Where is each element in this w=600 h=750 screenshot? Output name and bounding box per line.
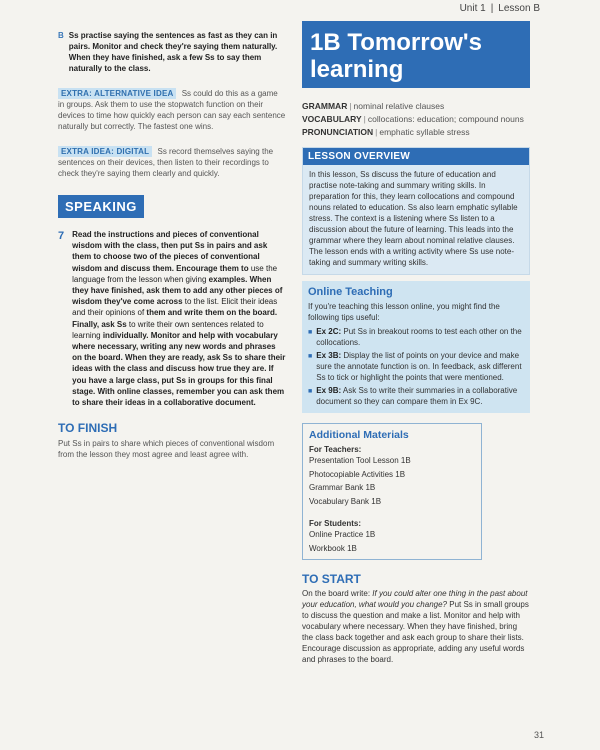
additional-materials-box (302, 423, 482, 560)
to-start-lead: On the board write: (302, 589, 371, 598)
step-bold-1: Read the instructions and pieces of conventional wisdom with the class, then put Ss in pairs and ask them to choose two of the pieces of conventional wisdom and discuss them. Encourage them to (72, 230, 268, 273)
page-header (460, 3, 540, 14)
step-plain-1: use the language from the lesson when giving (72, 263, 278, 284)
material-item: Vocabulary Bank 1B (309, 496, 382, 506)
step-number: 7 (58, 230, 65, 242)
header-separator: | (490, 3, 494, 14)
to-start-instructions: Put Ss in small groups to discuss the question and make a list. Monitor and help with vocabulary where necessary. When they have finished, bring the class back together and ask each group to share their lists. Encourage discussion as appropriate, adding any useful words and phrases to the board. (302, 600, 529, 664)
left-column (58, 30, 286, 460)
page-number: 31 (533, 730, 544, 740)
tip-ref: Ex 9B: (316, 386, 342, 395)
lesson-label: Lesson B (498, 3, 540, 14)
material-item: Presentation Tool Lesson 1B (309, 456, 411, 465)
tip-ref: Ex 3B: (316, 351, 342, 360)
materials-heading: Additional Materials (309, 429, 409, 441)
step-bold-2: examples. When they have finished, ask them to add any other pieces of wisdom they've come across (72, 274, 283, 307)
online-teaching-intro: If you're teaching this lesson online, you might find the following tips useful: (308, 302, 500, 322)
speaking-heading: SPEAKING (58, 195, 144, 218)
lesson-title-line2: learning (310, 56, 404, 83)
step-plain-2: to the list. Elicit their ideas and their opinions of (72, 297, 278, 318)
lesson-overview-heading: LESSON OVERVIEW (303, 148, 529, 165)
to-start-text (302, 588, 530, 665)
speaking-step (58, 229, 286, 408)
online-teaching-heading: Online Teaching (308, 286, 393, 298)
extra-alternative-text: Ss could do this as a game in groups. Ask them to use the stopwatch function on their devices to time how quickly each person can say each sentence naturally but correctly. The fastest one wins. (58, 89, 286, 131)
material-item: Grammar Bank 1B (309, 483, 376, 492)
step-bold-4: individually. Monitor and help with vocabulary where necessary, writing any new words and phrases on the board. When they are ready, ask Ss to share their ideas with the class and discuss how true they are. If you have a large class, put Ss in groups for this final stage. With online classes, remember you can ask them to share their ideas in a collaborative document. (72, 330, 286, 408)
step-plain-3: to write their own sentences related to learning (72, 319, 264, 340)
meta-pronunciation: PRONUNCIATION | emphatic syllable stress (302, 127, 470, 137)
extra-alternative-tag: EXTRA: ALTERNATIVE IDEA (58, 88, 176, 99)
material-item: Online Practice 1B (309, 530, 376, 539)
meta-vocabulary: VOCABULARY | collocations: education; compound nouns (302, 114, 524, 124)
item-b-text: Ss practise saying the sentences as fast as they can in pairs. Monitor and check they're saying them naturally. When they have finished, ask a few Ss to say them naturally to the class. (68, 31, 278, 73)
list-item (308, 326, 524, 348)
meta-value: nominal relative clauses (353, 101, 445, 111)
lesson-meta (302, 100, 530, 139)
meta-label: VOCABULARY (302, 114, 362, 124)
meta-value: collocations: education; compound nouns (367, 114, 524, 124)
unit-label: Unit 1 (459, 3, 486, 14)
list-item (308, 385, 524, 407)
tip-text: Put Ss in breakout rooms to test each other on the collocations. (316, 327, 522, 347)
tip-ref: Ex 2C: (316, 327, 342, 336)
to-start-heading: TO START (302, 572, 361, 586)
to-start-question: If you could alter one thing in the past about your education, what would you change? (302, 589, 528, 609)
square-bullet-icon: ■ (308, 329, 313, 336)
material-item: Workbook 1B (309, 543, 357, 553)
lesson-overview-box (302, 147, 530, 275)
meta-label: GRAMMAR (302, 101, 348, 111)
list-item (308, 350, 524, 383)
lesson-overview-text: In this lesson, Ss discuss the future of education and practise note-taking and summary writing skills. In preparation for this, they learn collocations and compound nouns related to education. Ss also learn emphatic syllable stress. The context is a listening where Ss listen to a discussion about the future of learning. This leads into the grammar where they learn about nominal relative clauses. The lesson ends with a writing activity where Ss use note-taking and summary writing skills. (309, 170, 518, 267)
lesson-title-line1: 1B Tomorrow's (310, 29, 482, 56)
extra-alternative-idea (58, 88, 286, 132)
online-tips-list (308, 326, 524, 407)
tip-text: Ask Ss to write their summaries in a collaborative document so they can compare them in Ex 9C. (316, 386, 518, 406)
lesson-title (302, 21, 530, 88)
item-letter: B (58, 31, 64, 40)
students-label: For Students: (309, 519, 361, 528)
square-bullet-icon: ■ (308, 353, 313, 360)
meta-value: emphatic syllable stress (379, 127, 470, 137)
extra-digital-text: Ss record themselves saying the sentences on their devices, then listen to their recordings to check they're saying them clearly and quickly. (58, 147, 274, 178)
to-finish-heading: TO FINISH (58, 421, 118, 436)
step-bold-3: them and write them on the board. Finally, ask Ss (72, 308, 278, 329)
material-item: Photocopiable Activities 1B (309, 469, 406, 479)
item-b (58, 30, 286, 74)
extra-idea-digital (58, 146, 286, 179)
tip-text: Display the list of points on your device and make sure the annotate function is on. In feedback, ask different Ss to tick or highlight the points that were mentioned. (316, 351, 522, 382)
square-bullet-icon: ■ (308, 388, 313, 395)
right-column (302, 21, 530, 665)
teachers-label: For Teachers: (309, 445, 362, 454)
online-teaching-box (302, 281, 530, 413)
to-finish-text: Put Ss in pairs to share which pieces of conventional wisdom from the lesson they most agree and least agree with. (58, 439, 275, 460)
step-text (72, 229, 286, 408)
extra-digital-tag: EXTRA IDEA: DIGITAL (58, 146, 152, 157)
meta-label: PRONUNCIATION (302, 127, 374, 137)
meta-grammar: GRAMMAR | nominal relative clauses (302, 101, 445, 111)
